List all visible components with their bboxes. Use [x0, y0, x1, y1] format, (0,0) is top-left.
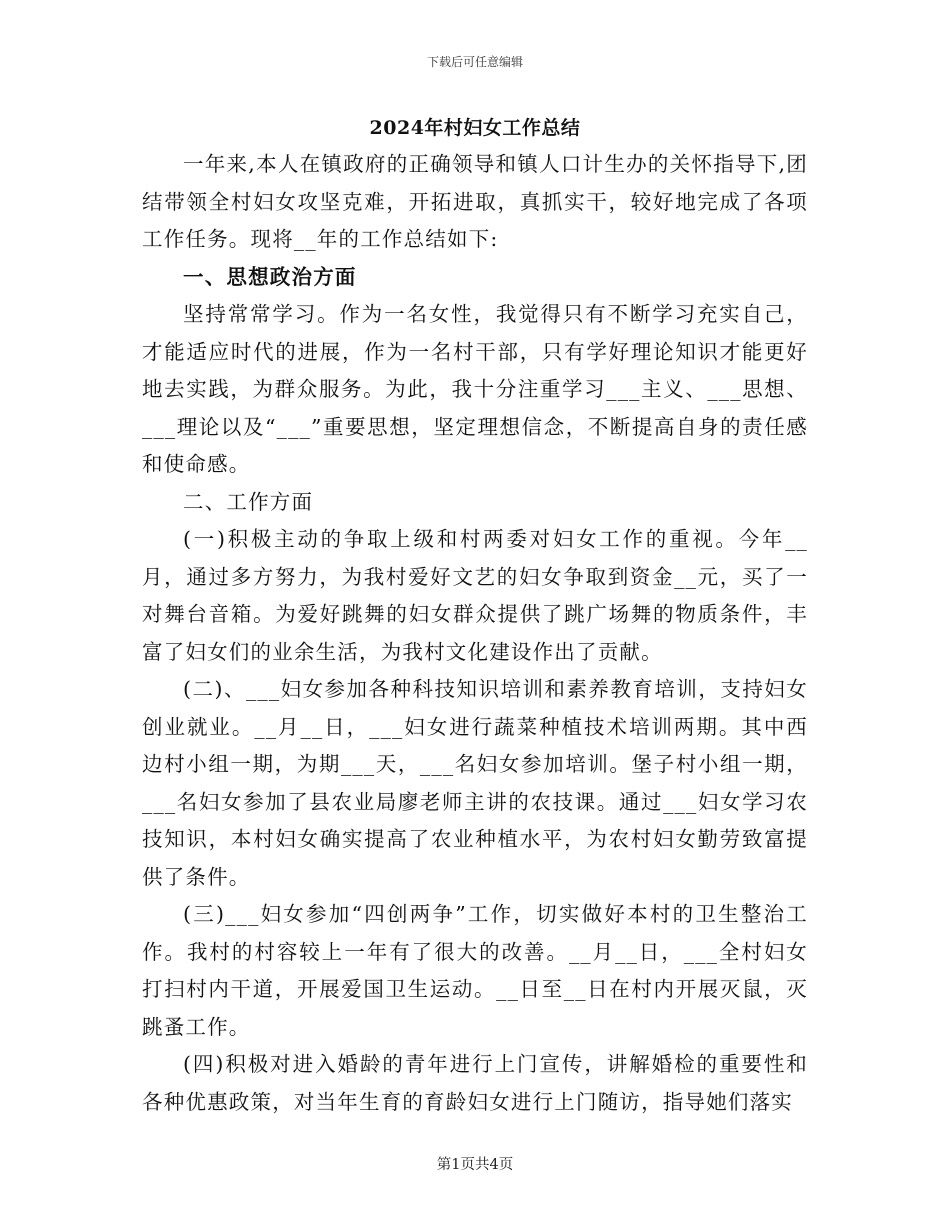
- header-note: 下载后可任意编辑: [426, 55, 523, 69]
- work-item-2-paragraph: (二)、___妇女参加各种科技知识培训和素养教育培训，支持妇女创业就业。__月__日，___妇女进行蔬菜种植技术培训两期。其中西边村小组一期，为期___天，___名妇女参加培训。堡子村小组一期，___名妇女参加了县农业局廖老师主讲的农技课。通过___妇女学习农技知识，本村妇女确实提高了农业种植水平，为农村妇女勤劳致富提供了条件。: [142, 677, 808, 889]
- section-heading-ideology: 一、思想政治方面: [183, 264, 357, 289]
- work-item-4-paragraph: (四)积极对进入婚龄的青年进行上门宣传，讲解婚检的重要性和各种优惠政策，对当年生育的育龄妇女进行上门随访，指导她们落实: [142, 1052, 808, 1114]
- work-item-1-paragraph: (一)积极主动的争取上级和村两委对妇女工作的重视。今年__月，通过多方努力，为我村爱好文艺的妇女争取到资金__元，买了一对舞台音箱。为爱好跳舞的妇女群众提供了跳广场舞的物质条件，丰富了妇女们的业余生活，为我村文化建设作出了贡献。: [142, 527, 808, 664]
- document-body: [142, 146, 808, 1121]
- page-number-footer: 第1页共4页: [436, 1157, 514, 1173]
- work-item-3-paragraph: (三)___妇女参加“四创两争”工作，切实做好本村的卫生整治工作。我村的村容较上一年有了很大的改善。__月__日，___全村妇女打扫村内干道，开展爱国卫生运动。__日至__日在村内开展灭鼠，灭跳蚤工作。: [142, 902, 808, 1039]
- intro-paragraph: 一年来,本人在镇政府的正确领导和镇人口计生办的关怀指导下,团结带领全村妇女攻坚克难，开拓进取，真抓实干，较好地完成了各项工作任务。现将__年的工作总结如下:: [142, 152, 808, 251]
- document-title: 2024年村妇女工作总结: [369, 117, 581, 139]
- ideology-paragraph: 坚持常常学习。作为一名女性，我觉得只有不断学习充实自己，才能适应时代的进展，作为一名村干部，只有学好理论知识才能更好地去实践，为群众服务。为此，我十分注重学习___主义、___思想、___理论以及“___”重要思想，坚定理想信念，不断提高自身的责任感和使命感。: [142, 302, 808, 476]
- section-heading-work: 二、工作方面: [183, 489, 314, 514]
